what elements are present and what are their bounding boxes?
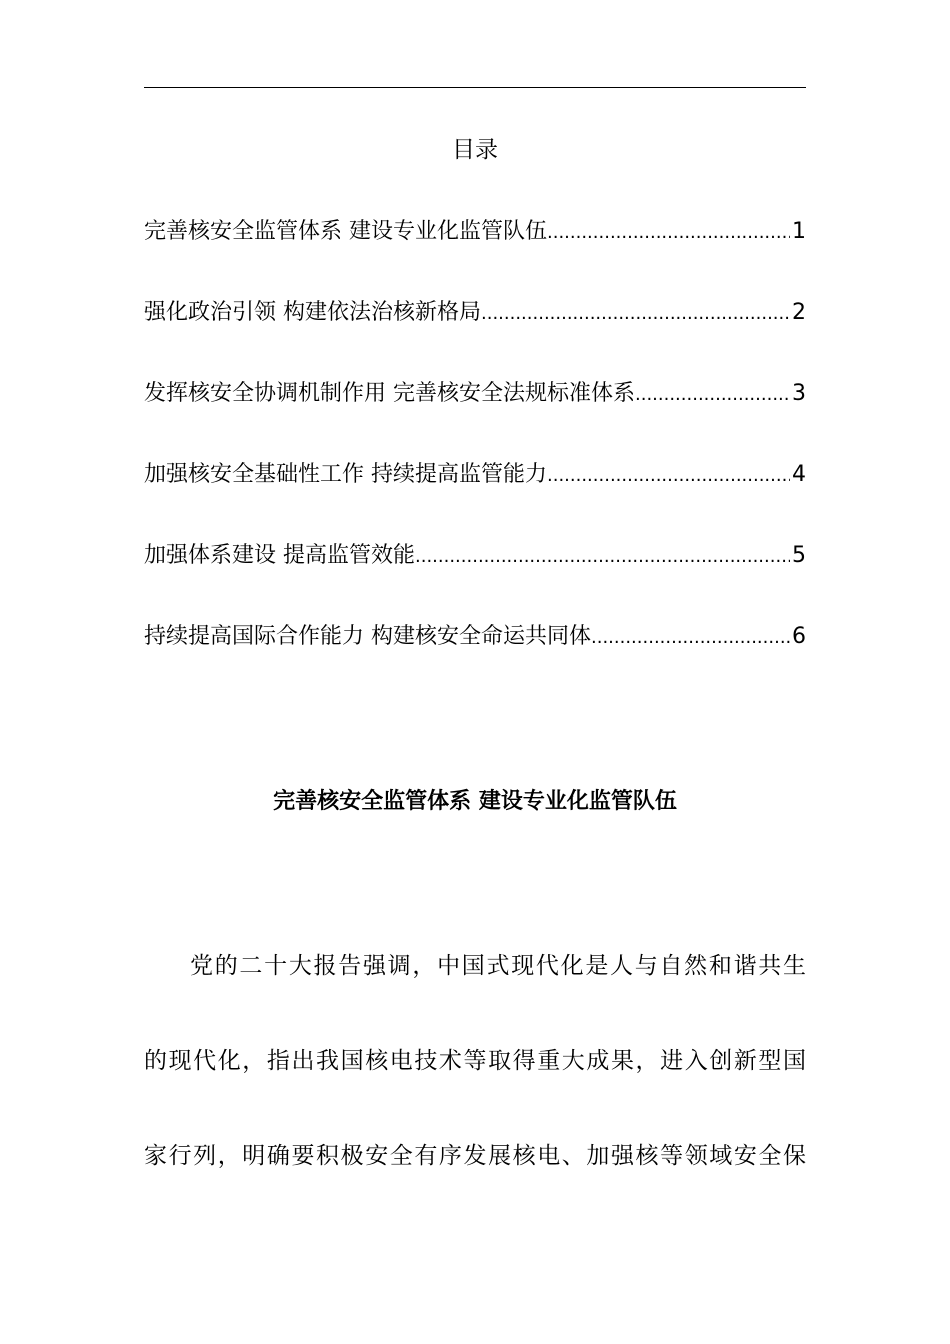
section-heading: 完善核安全监管体系 建设专业化监管队伍 xyxy=(273,789,677,814)
toc-dot-leader xyxy=(547,460,790,492)
toc-dot-leader xyxy=(481,298,790,330)
body-line: 的现代化，指出我国核电技术等取得重大成果，进入创新型国 xyxy=(144,1048,806,1074)
body-line: 家行列，明确要积极安全有序发展核电、加强核等领域安全保 xyxy=(144,1143,806,1169)
toc-page-number: 1 xyxy=(792,219,806,244)
toc-page-number: 3 xyxy=(792,381,806,406)
toc-page-number: 5 xyxy=(792,543,806,568)
toc-entry-title: 持续提高国际合作能力 构建核安全命运共同体 xyxy=(144,624,591,649)
toc-title: 目录 xyxy=(452,137,498,163)
toc-dot-leader xyxy=(591,622,790,654)
toc-dot-leader xyxy=(547,217,790,249)
body-line: 党的二十大报告强调，中国式现代化是人与自然和谐共生 xyxy=(190,953,806,979)
body-paragraph xyxy=(144,946,806,1231)
toc-entry-title: 发挥核安全协调机制作用 完善核安全法规标准体系 xyxy=(144,381,635,406)
toc-entry-title: 完善核安全监管体系 建设专业化监管队伍 xyxy=(144,219,547,244)
header-rule xyxy=(144,87,806,88)
toc-entry[interactable] xyxy=(144,297,806,378)
toc-entry[interactable] xyxy=(144,621,806,702)
toc-entry[interactable] xyxy=(144,540,806,621)
toc-page-number: 2 xyxy=(792,300,806,325)
toc-entry[interactable] xyxy=(144,216,806,297)
toc-dot-leader xyxy=(635,379,790,411)
toc-page-number: 4 xyxy=(792,462,806,487)
table-of-contents xyxy=(144,216,806,702)
toc-entry-title: 强化政治引领 构建依法治核新格局 xyxy=(144,300,481,325)
toc-entry-title: 加强体系建设 提高监管效能 xyxy=(144,543,415,568)
toc-page-number: 6 xyxy=(792,624,806,649)
toc-entry[interactable] xyxy=(144,459,806,540)
toc-entry[interactable] xyxy=(144,378,806,459)
toc-entry-title: 加强核安全基础性工作 持续提高监管能力 xyxy=(144,462,547,487)
toc-dot-leader xyxy=(415,541,790,573)
